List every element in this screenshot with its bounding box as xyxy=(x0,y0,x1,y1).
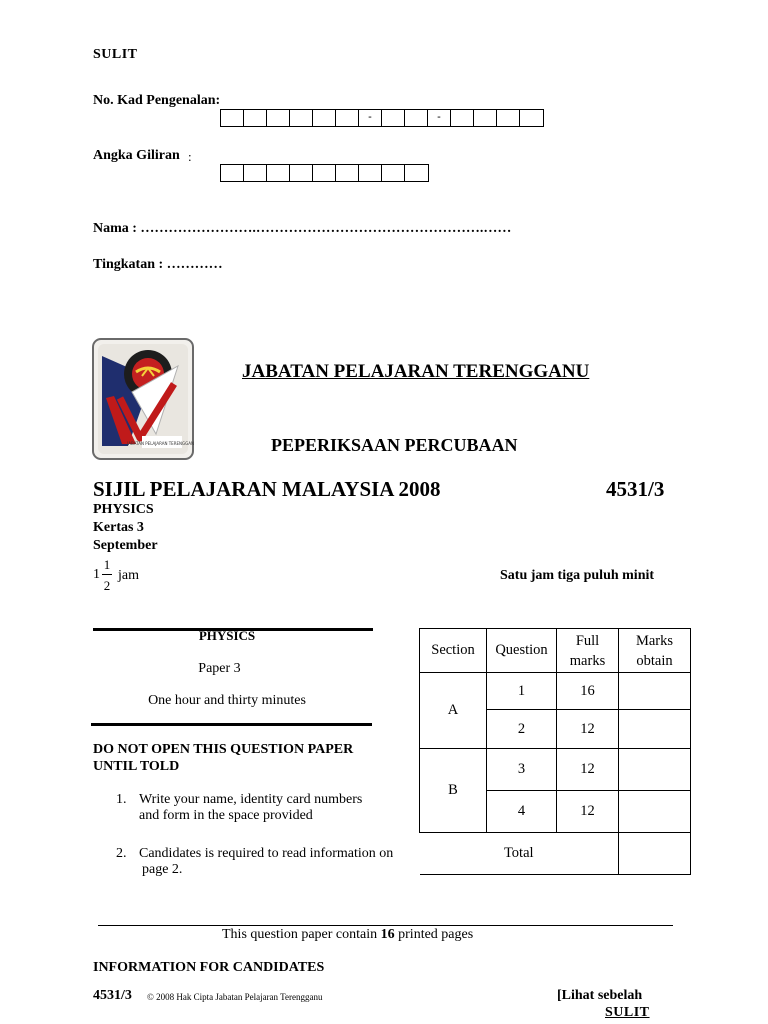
roll-cell[interactable] xyxy=(267,165,290,181)
total-label: Total xyxy=(420,833,619,875)
section-b: B xyxy=(420,749,487,833)
page-count-prefix: This question paper contain xyxy=(222,927,381,942)
duration-denominator: 2 xyxy=(103,578,111,593)
footer-rule xyxy=(98,925,673,926)
duration-unit: jam xyxy=(118,568,139,583)
form-level-field[interactable]: Tingkatan : ………… xyxy=(93,257,223,272)
info-heading: INFORMATION FOR CANDIDATES xyxy=(93,960,325,975)
header-question: Question xyxy=(487,629,557,673)
duration-numerator: 1 xyxy=(103,557,111,572)
total-marks-cell[interactable] xyxy=(619,833,691,875)
roll-cell[interactable] xyxy=(290,165,313,181)
marks-table xyxy=(419,628,691,875)
instruction-number: 2. xyxy=(116,846,127,861)
roll-number-label: Angka Giliran xyxy=(93,148,180,163)
question-cell: 1 xyxy=(487,673,557,710)
roll-cell[interactable] xyxy=(359,165,382,181)
instruction-2-line-1: Candidates is required to read information on xyxy=(139,846,394,861)
marks-obtained-cell[interactable] xyxy=(619,749,691,791)
cover-duration: One hour and thirty minutes xyxy=(148,693,306,708)
next-page-note: [Lihat sebelah xyxy=(557,988,643,1003)
roll-number-colon: : xyxy=(188,149,192,164)
marks-obtained-cell[interactable] xyxy=(619,791,691,833)
page-count-note xyxy=(222,927,473,943)
full-marks-cell: 12 xyxy=(557,791,619,833)
ic-separator: - xyxy=(359,110,382,126)
marks-obtained-cell[interactable] xyxy=(619,673,691,710)
ic-cell[interactable] xyxy=(451,110,474,126)
header-marks-obtained-line-2: obtain xyxy=(636,652,673,669)
header-full-marks-line-1: Full xyxy=(575,632,600,649)
ic-cell[interactable] xyxy=(497,110,520,126)
page-count: 16 xyxy=(380,927,395,942)
header-marks-obtained xyxy=(619,629,691,673)
footer-confidential: SULIT xyxy=(605,1005,650,1020)
ic-cell[interactable] xyxy=(336,110,359,126)
logo-caption: JABATAN PELAJARAN TERENGGANU xyxy=(127,441,194,446)
roll-cell[interactable] xyxy=(244,165,267,181)
cover-paper: Paper 3 xyxy=(198,661,241,676)
department-name: JABATAN PELAJARAN TERENGGANU xyxy=(242,361,590,382)
cover-bottom-rule xyxy=(91,723,372,726)
paper-label: Kertas 3 xyxy=(93,520,144,535)
page-count-suffix: printed pages xyxy=(394,927,474,942)
section-a: A xyxy=(420,673,487,749)
ic-cell[interactable] xyxy=(405,110,428,126)
duration-words: Satu jam tiga puluh minit xyxy=(500,568,655,583)
instruction-2-line-2: page 2. xyxy=(142,862,183,877)
roll-cell[interactable] xyxy=(382,165,405,181)
ic-cell[interactable] xyxy=(313,110,336,126)
header-marks-obtained-line-1: Marks xyxy=(635,632,674,649)
ic-cell[interactable] xyxy=(382,110,405,126)
ic-cell[interactable] xyxy=(267,110,290,126)
fraction-bar xyxy=(102,574,112,575)
roll-cell[interactable] xyxy=(336,165,359,181)
question-cell: 3 xyxy=(487,749,557,791)
ic-separator: - xyxy=(428,110,451,126)
roll-cell[interactable] xyxy=(221,165,244,181)
warning-line-2: UNTIL TOLD xyxy=(93,759,180,774)
exam-name: PEPERIKSAAN PERCUBAAN xyxy=(271,435,518,455)
subject-label: PHYSICS xyxy=(93,502,154,517)
ic-cell[interactable] xyxy=(221,110,244,126)
header-full-marks xyxy=(557,629,619,673)
roll-number-boxes[interactable] xyxy=(220,164,429,182)
roll-cell[interactable] xyxy=(405,165,428,181)
full-marks-cell: 12 xyxy=(557,749,619,791)
marks-obtained-cell[interactable] xyxy=(619,710,691,749)
header-section: Section xyxy=(420,629,487,673)
exam-code: 4531/3 xyxy=(606,477,665,501)
name-field[interactable]: Nama : …………………….………………………………………….…… xyxy=(93,221,512,236)
ic-label: No. Kad Pengenalan: xyxy=(93,93,221,108)
ic-cell[interactable] xyxy=(244,110,267,126)
ic-number-boxes[interactable] xyxy=(220,109,544,127)
instruction-1-line-1: Write your name, identity card numbers xyxy=(139,792,363,807)
month-label: September xyxy=(93,538,158,553)
roll-cell[interactable] xyxy=(313,165,336,181)
exam-title: SIJIL PELAJARAN MALAYSIA 2008 xyxy=(93,477,441,501)
instruction-1-line-2: and form in the space provided xyxy=(139,808,313,823)
footer-code: 4531/3 xyxy=(93,988,132,1003)
ic-cell[interactable] xyxy=(520,110,543,126)
question-cell: 2 xyxy=(487,710,557,749)
confidential-label: SULIT xyxy=(93,47,138,62)
instruction-number: 1. xyxy=(116,792,127,807)
full-marks-cell: 16 xyxy=(557,673,619,710)
ic-cell[interactable] xyxy=(474,110,497,126)
department-logo xyxy=(92,338,194,460)
header-full-marks-line-2: marks xyxy=(569,652,606,669)
ic-cell[interactable] xyxy=(290,110,313,126)
duration-whole: 1 xyxy=(93,567,100,582)
cover-subject: PHYSICS xyxy=(198,628,256,643)
question-cell: 4 xyxy=(487,791,557,833)
warning-line-1: DO NOT OPEN THIS QUESTION PAPER xyxy=(93,742,354,757)
copyright-note: © 2008 Hak Cipta Jabatan Pelajaran Terengganu xyxy=(147,992,323,1002)
full-marks-cell: 12 xyxy=(557,710,619,749)
